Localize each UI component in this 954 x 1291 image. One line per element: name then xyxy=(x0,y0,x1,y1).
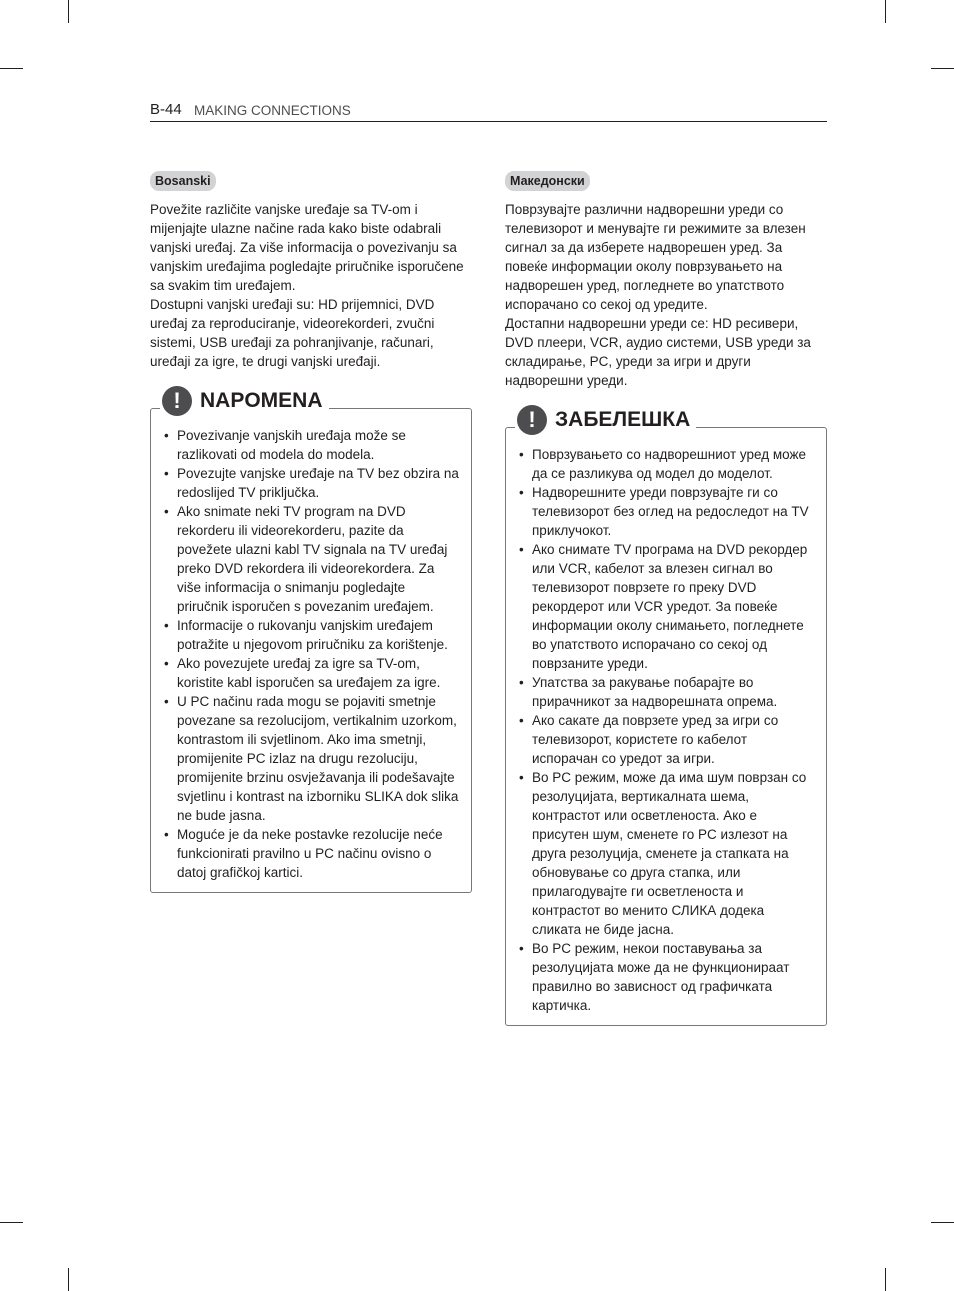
crop-mark xyxy=(68,0,69,23)
note-item: • Povezivanje vanjskih uređaja može se razlikovati od modela do modela. xyxy=(163,426,459,464)
note-box xyxy=(505,407,827,1026)
intro-paragraph: Поврзувајте различни надворешни уреди со телевизорот и менувајте ги режимите за влезен сигнал за да изберете надворешен уред. За повеќе информации околу поврзувањето на надворешен уред, погледнете во упатството испорачано со секој од уредите. xyxy=(505,202,806,312)
note-item: • Ako povezujete uređaj za igre sa TV-om, koristite kabl isporučen sa uređajem za igre. xyxy=(163,654,459,692)
crop-mark xyxy=(0,1222,23,1223)
note-box xyxy=(150,388,472,893)
crop-mark xyxy=(931,1222,954,1223)
note-header xyxy=(515,405,696,435)
note-item: • U PC načinu rada mogu se pojaviti smetnje povezane sa rezolucijom, vertikalnim uzorkom, kontrastom ili svjetlinom. Ako ima smetnji, promijenite PC izlaz na drugu rezoluciju, promijenite brzinu osvježavanja ili podešavajte svjetlinu i kontrast na izborniku SLIKA dok slika ne bude jasna. xyxy=(163,692,459,825)
note-header xyxy=(160,386,329,416)
note-item: • Povezujte vanjske uređaje na TV bez obzira na redoslijed TV priključka. xyxy=(163,464,459,502)
note-title: NAPOMENA xyxy=(200,389,323,412)
intro-text xyxy=(150,200,472,371)
crop-mark xyxy=(885,0,886,23)
note-item: • Надворешните уреди поврзувајте ги со телевизорот без оглед на редоследот на ТV приклучокот. xyxy=(518,483,814,540)
exclamation-icon: ! xyxy=(517,405,547,435)
intro-text xyxy=(505,200,827,390)
note-list xyxy=(518,445,814,1015)
crop-mark xyxy=(931,68,954,69)
note-title: ЗАБЕЛЕШКА xyxy=(555,408,691,431)
note-item: • Ако снимате ТV програма на DVD рекордер или VCR, кабелот за влезен сигнал во телевизорот поврзете го преку DVD рекордерот или VCR уредот. За повеќе информации околу снимањето, погледнете во упатството испорачано со секој од поврзаните уреди. xyxy=(518,540,814,673)
language-tag: Македонски xyxy=(505,171,590,191)
note-item: • Во PC режим, може да има шум поврзан со резолуцијата, вертикалната шема, контрастот или осветленоста. Ако е присутен шум, сменете го PC излезот на друга резолуција, сменете ја стапката на обновување со друга стапка, или прилагодувајте ги осветленоста и контрастот во менито СЛИКА додека сликата не биде јасна. xyxy=(518,768,814,939)
note-item: • Во PC режим, некои поставувања за резолуцијата може да не функционираат правилно во зависност од графичката картичка. xyxy=(518,939,814,1015)
note-item: • Упатства за ракување побарајте во прирачникот за надворешната опрема. xyxy=(518,673,814,711)
exclamation-icon: ! xyxy=(162,386,192,416)
language-tag: Bosanski xyxy=(150,171,216,191)
note-item: • Ако сакате да поврзете уред за игри со телевизорот, користете го кабелот испорачан со уредот за игри. xyxy=(518,711,814,768)
note-list xyxy=(163,426,459,882)
intro-paragraph: Dostupni vanjski uređaji su: HD prijemnici, DVD uređaj za reproduciranje, videorekorderi, zvučni sistemi, USB uređaji za pohranjivanje, računari, uređaji za igre, te drugi vanjski uređaji. xyxy=(150,297,435,369)
crop-mark xyxy=(0,68,23,69)
crop-mark xyxy=(68,1268,69,1291)
note-item: • Поврзувањето со надворешниот уред може да се разликува од модел до моделот. xyxy=(518,445,814,483)
note-item: • Informacije o rukovanju vanjskim uređajem potražite u njegovom priručniku za korištenje. xyxy=(163,616,459,654)
intro-paragraph: Povežite različite vanjske uređaje sa TV-om i mijenjajte ulazne načine rada kako biste odabrali vanjski uređaj. Za više informacija o povezivanju sa vanjskim uređajima pogledajte priručnike isporučene sa svakim tim uređajem. xyxy=(150,202,464,293)
macedonian-column xyxy=(505,171,827,1026)
page-number: B-44 xyxy=(150,101,182,118)
bosnian-column xyxy=(150,171,472,893)
crop-mark xyxy=(885,1268,886,1291)
note-item: • Ako snimate neki TV program na DVD rekorderu ili videorekorderu, pazite da povežete ulazni kabl TV signala na TV uređaj preko DVD rekordera ili videorekordera. Za više informacija o snimanju pogledajte priručnik isporučen s povezanim uređajem. xyxy=(163,502,459,616)
note-item: • Moguće je da neke postavke rezolucije neće funkcionirati pravilno u PC načinu ovisno o datoj grafičkoj kartici. xyxy=(163,825,459,882)
page-header xyxy=(150,101,827,122)
intro-paragraph: Достапни надворешни уреди се: HD ресивери, DVD плеери, VCR, аудио системи, USB уреди за складирање, PC, уреди за игри и други надворешни уреди. xyxy=(505,316,811,388)
section-title: MAKING CONNECTIONS xyxy=(194,103,351,118)
